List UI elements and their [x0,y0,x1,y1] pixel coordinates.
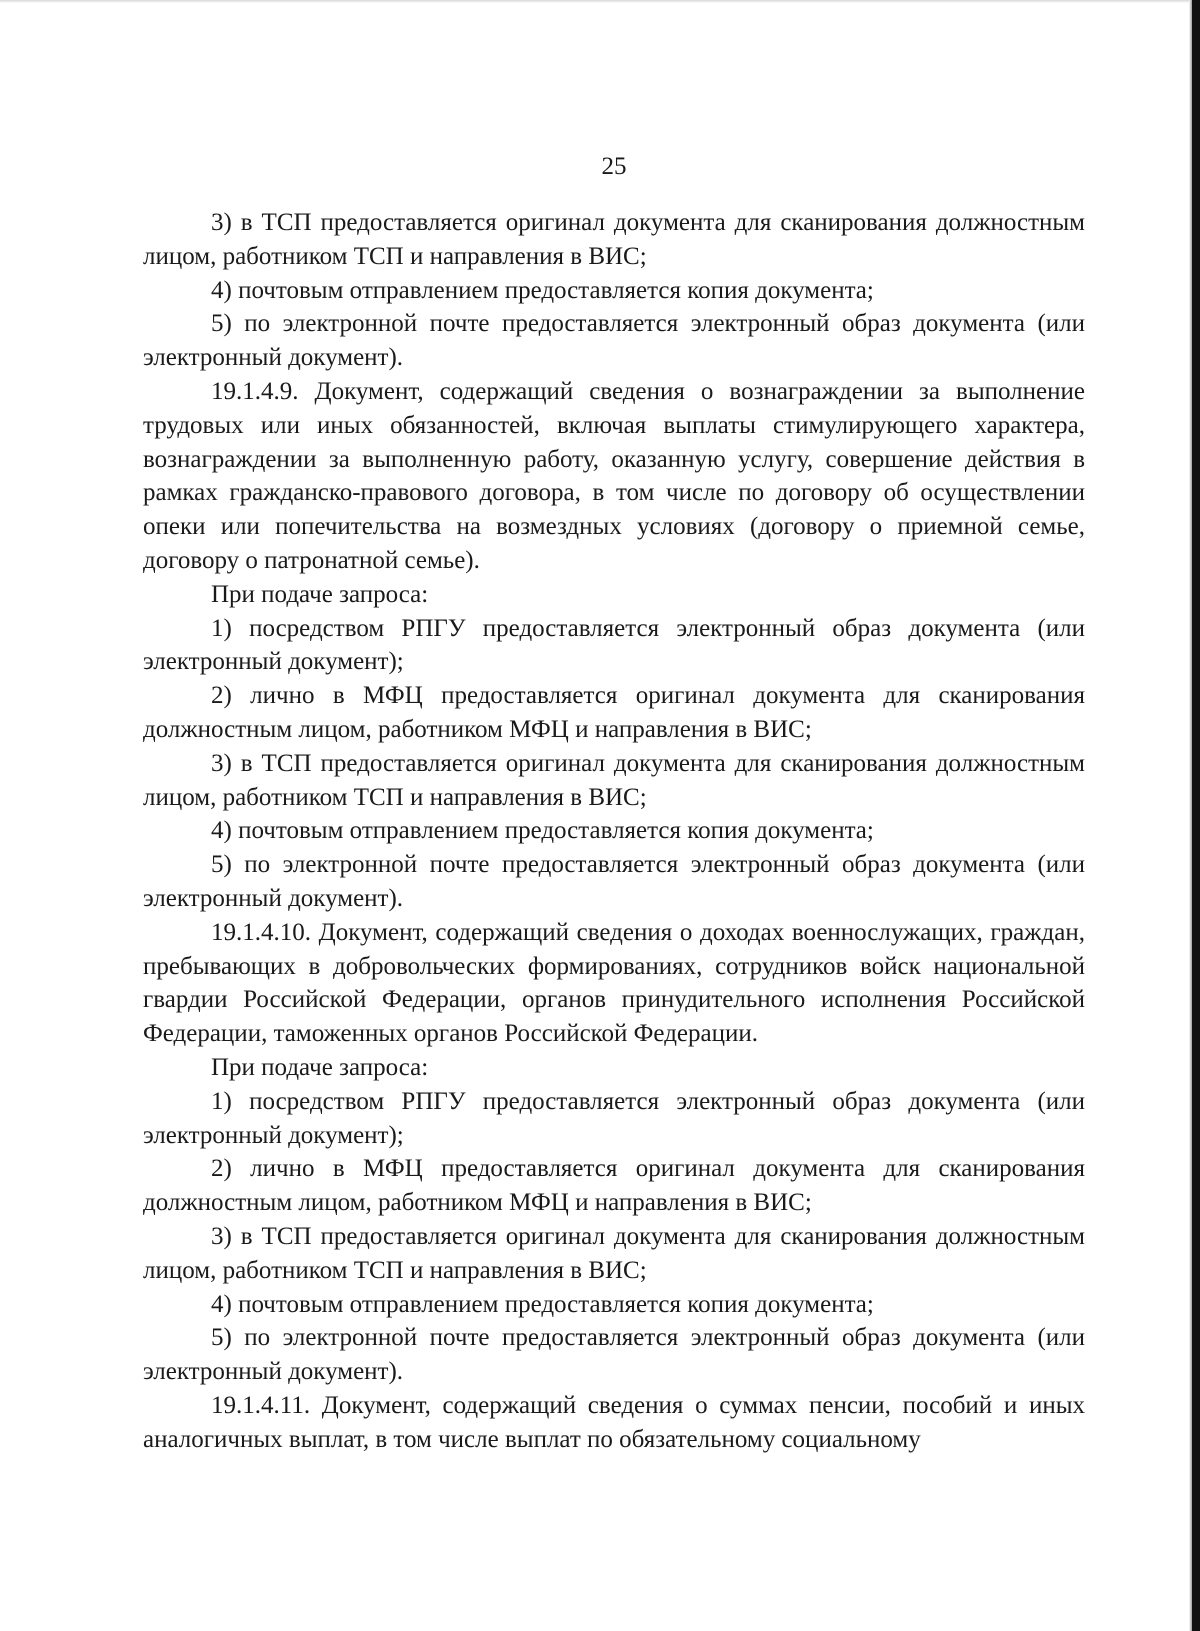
paragraph-item-1-rpgu: 1) посредством РПГУ предоставляется электронный образ документа (или электронный документ); [143,1087,1085,1149]
paragraph-item-4-post: 4) почтовым отправлением предоставляется копия документа; [211,1290,874,1318]
paragraph-item-5-email: 5) по электронной почте предоставляется электронный образ документа (или электронный документ). [143,1324,1085,1386]
paragraph-request-intro: При подаче запроса: [211,580,429,608]
paragraph-item-3-tsp: 3) в ТСП предоставляется оригинал документа для сканирования должностным лицом, работником ТСП и направления в ВИС; [143,1222,1085,1284]
paragraph-clause-19-1-4-10: 19.1.4.10. Документ, содержащий сведения о доходах военнослужащих, граждан, пребывающих в добровольческих формированиях, сотрудников войск национальной гвардии Российской Федерации, органов принудительного исполнения Российской Федерации, таможенных органов Российской Федерации. [143,918,1085,1048]
paragraph-clause-19-1-4-9: 19.1.4.9. Документ, содержащий сведения о вознаграждении за выполнение трудовых или иных обязанностей, включая выплаты стимулирующего характера, вознаграждении за выполненную работу, оказанную услугу, совершение действия в рамках гражданско-правового договора, в том числе по договору об осуществлении опеки или попечительства на возмездных условиях (договору о приемной семье, договору о патронатной семье). [143,377,1085,574]
paragraph-item-5-email: 5) по электронной почте предоставляется электронный образ документа (или электронный документ). [143,310,1085,372]
document-body [143,206,1085,1456]
paragraph-clause-19-1-4-11: 19.1.4.11. Документ, содержащий сведения о суммах пенсии, пособий и иных аналогичных выплат, в том числе выплат по обязательному социальному [143,1391,1085,1453]
paragraph-item-4-post: 4) почтовым отправлением предоставляется копия документа; [211,276,874,304]
scan-edge-top [0,0,1200,3]
paragraph-item-3-tsp: 3) в ТСП предоставляется оригинал документа для сканирования должностным лицом, работником ТСП и направления в ВИС; [143,749,1085,811]
paragraph-request-intro: При подаче запроса: [211,1053,429,1081]
paragraph-item-4-post: 4) почтовым отправлением предоставляется копия документа; [211,817,874,845]
scan-edge-right [1192,0,1200,1631]
paragraph-item-1-rpgu: 1) посредством РПГУ предоставляется электронный образ документа (или электронный документ); [143,614,1085,676]
page-number: 25 [601,153,627,180]
paragraph-item-2-mfc: 2) лично в МФЦ предоставляется оригинал документа для сканирования должностным лицом, работником МФЦ и направления в ВИС; [143,1155,1085,1217]
paragraph-item-2-mfc: 2) лично в МФЦ предоставляется оригинал документа для сканирования должностным лицом, работником МФЦ и направления в ВИС; [143,682,1085,743]
paragraph-item-5-email: 5) по электронной почте предоставляется электронный образ документа (или электронный документ). [143,851,1085,912]
paragraph-item-3-tsp: 3) в ТСП предоставляется оригинал документа для сканирования должностным лицом, работником ТСП и направления в ВИС; [143,209,1085,270]
